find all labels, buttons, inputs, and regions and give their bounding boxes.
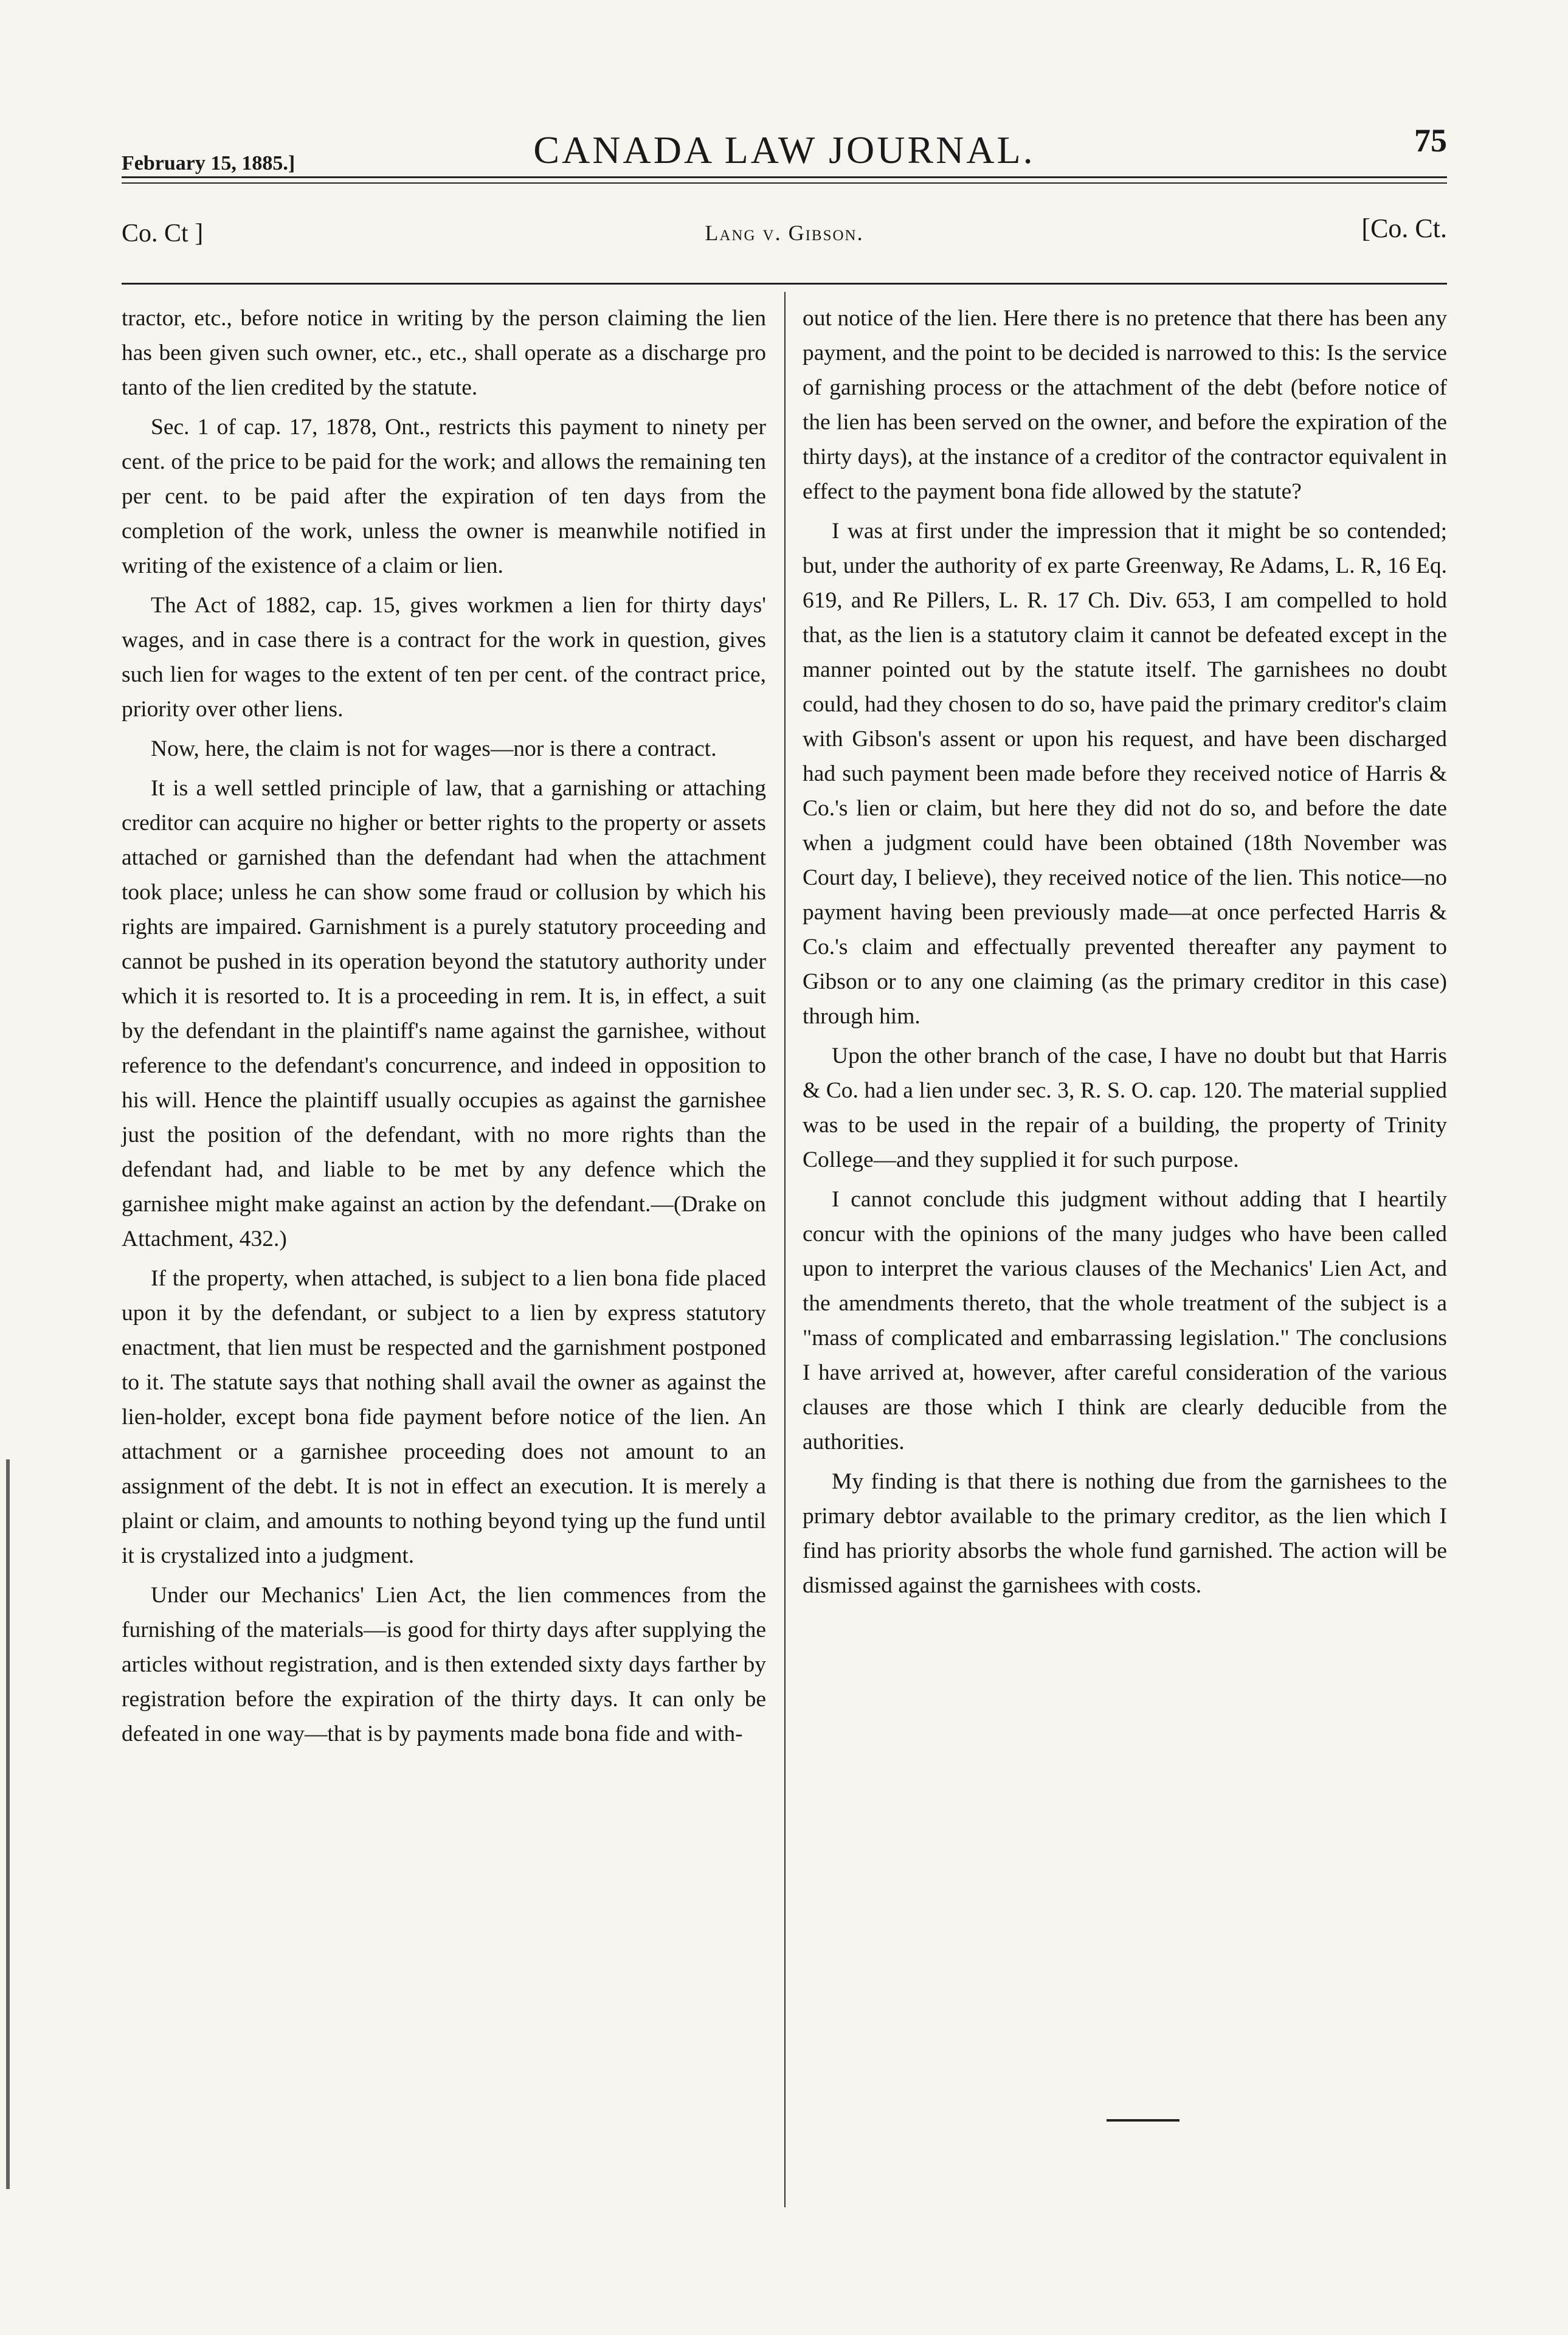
paragraph: Now, here, the claim is not for wages—nor is there a contract. — [151, 736, 717, 761]
left-column — [122, 301, 766, 1756]
right-column — [803, 301, 1447, 1608]
paragraph: Under our Mechanics' Lien Act, the lien commences from the furnishing of the materials—is good for thirty days after supplying the articles without registration, and is then extended sixty days farther by registration before the expiration of the thirty days. It can only be defeated in one way—that is by payments made bona fide and with- — [122, 1583, 766, 1746]
paragraph: It is a well settled principle of law, that a garnishing or attaching creditor can acquire no higher or better rights to the property or assets attached or garnished than the defendant had when the attachment took place; unless he can show some fraud or collusion by which his rights are impaired. Garnishment is a purely statutory proceeding and cannot be pushed in its operation beyond the statutory authority under which it is resorted to. It is a proceeding in rem. It is, in effect, a suit by the defendant in the plaintiff's name against the garnishee, without reference to the defendant's concurrence, and indeed in opposition to his will. Hence the plaintiff usually occupies as against the garnishee just the position of the defendant, with no more rights than the defendant had, and liable to be met by any defence which the garnishee might make against an action by the defendant.—(Drake on Attachment, 432.) — [122, 776, 766, 1251]
header-rule-top — [122, 176, 1447, 178]
paragraph: My finding is that there is nothing due from the garnishees to the primary debtor available to the primary creditor, as the lien which I find has priority absorbs the whole fund garnished. The action will be dismissed against the garnishees with costs. — [803, 1469, 1447, 1598]
paragraph: Upon the other branch of the case, I have no doubt but that Harris & Co. had a lien under sec. 3, R. S. O. cap. 120. The material supplied was to be used in the repair of a building, the property of Trinity College—and they supplied it for such purpose. — [803, 1043, 1447, 1172]
journal-title: CANADA LAW JOURNAL. — [533, 128, 1035, 171]
page-edge-shadow — [6, 1459, 10, 2189]
case-name: Lang v. Gibson. — [705, 221, 864, 245]
paragraph: If the property, when attached, is subject to a lien bona fide placed upon it by the defendant, or subject to a lien by express statutory enactment, that lien must be respected and the garnishment postponed to it. The statute says that nothing shall avail the owner as against the lien-holder, except bona fide payment before notice of the lien. An attachment or a garnishee proceeding does not amount to an assignment of the debt. It is not in effect an execution. It is merely a plaint or claim, and amounts to nothing beyond tying up the fund until it is crystalized into a judgment. — [122, 1266, 766, 1568]
paragraph: I was at first under the impression that it might be so contended; but, under the authority of ex parte Greenway, Re Adams, L. R, 16 Eq. 619, and Re Pillers, L. R. 17 Ch. Div. 653, I am compelled to hold that, as the lien is a statutory claim it cannot be defeated except in the manner pointed out by the statute itself. The garnishees no doubt could, had they chosen to do so, have paid the primary creditor's claim with Gibson's assent or upon his request, and have been discharged had such payment been made before they received notice of Harris & Co.'s lien or claim, but here they did not do so, and before the date when a judgment could have been obtained (18th November was Court day, I believe), they received notice of the lien. This notice—no payment having been previously made—at once perfected Harris & Co.'s claim and effectually prevented thereafter any payment to Gibson or to any one claiming (as the primary creditor in this case) through him. — [803, 519, 1447, 1029]
paragraph: out notice of the lien. Here there is no pretence that there has been any payment, and the point to be decided is narrowed to this: Is the service of garnishing process or the attachment of the debt (before notice of the lien has been served on the owner, and before the expiration of the thirty days), at the instance of a creditor of the contractor equivalent in effect to the payment bona fide allowed by the statute? — [803, 306, 1447, 504]
issue-date: February 15, 1885.] — [122, 152, 295, 175]
end-of-article-rule — [1107, 2119, 1179, 2122]
court-left: Co. Ct ] — [122, 220, 204, 247]
paragraph: The Act of 1882, cap. 15, gives workmen a lien for thirty days' wages, and in case there is a contract for the work in question, gives such lien for wages to the extent of ten per cent. of the contract price, priority over other liens. — [122, 593, 766, 722]
column-divider — [784, 292, 786, 2207]
page-number: 75 — [1414, 122, 1447, 159]
paragraph: tractor, etc., before notice in writing by the person claiming the lien has been given such owner, etc., etc., shall operate as a discharge pro tanto of the lien credited by the statute. — [122, 306, 766, 400]
paragraph: Sec. 1 of cap. 17, 1878, Ont., restricts this payment to ninety per cent. of the price to be paid for the work; and allows the remaining ten per cent. to be paid after the expiration of ten days from the completion of the work, unless the owner is meanwhile notified in writing of the existence of a claim or lien. — [122, 415, 766, 578]
court-right: [Co. Ct. — [1361, 213, 1447, 243]
header-rule-bottom — [122, 182, 1447, 184]
running-header — [122, 122, 1447, 189]
paragraph: I cannot conclude this judgment without adding that I heartily concur with the opinions of the many judges who have been called upon to interpret the various clauses of the Mechanics' Lien Act, and the amendments thereto, that the whole treatment of the subject is a "mass of complicated and embarrassing legislation." The conclusions I have arrived at, however, after careful consideration of the various clauses are those which I think are clearly deducible from the authorities. — [803, 1187, 1447, 1455]
case-header — [122, 213, 1447, 255]
case-header-rule — [122, 283, 1447, 285]
